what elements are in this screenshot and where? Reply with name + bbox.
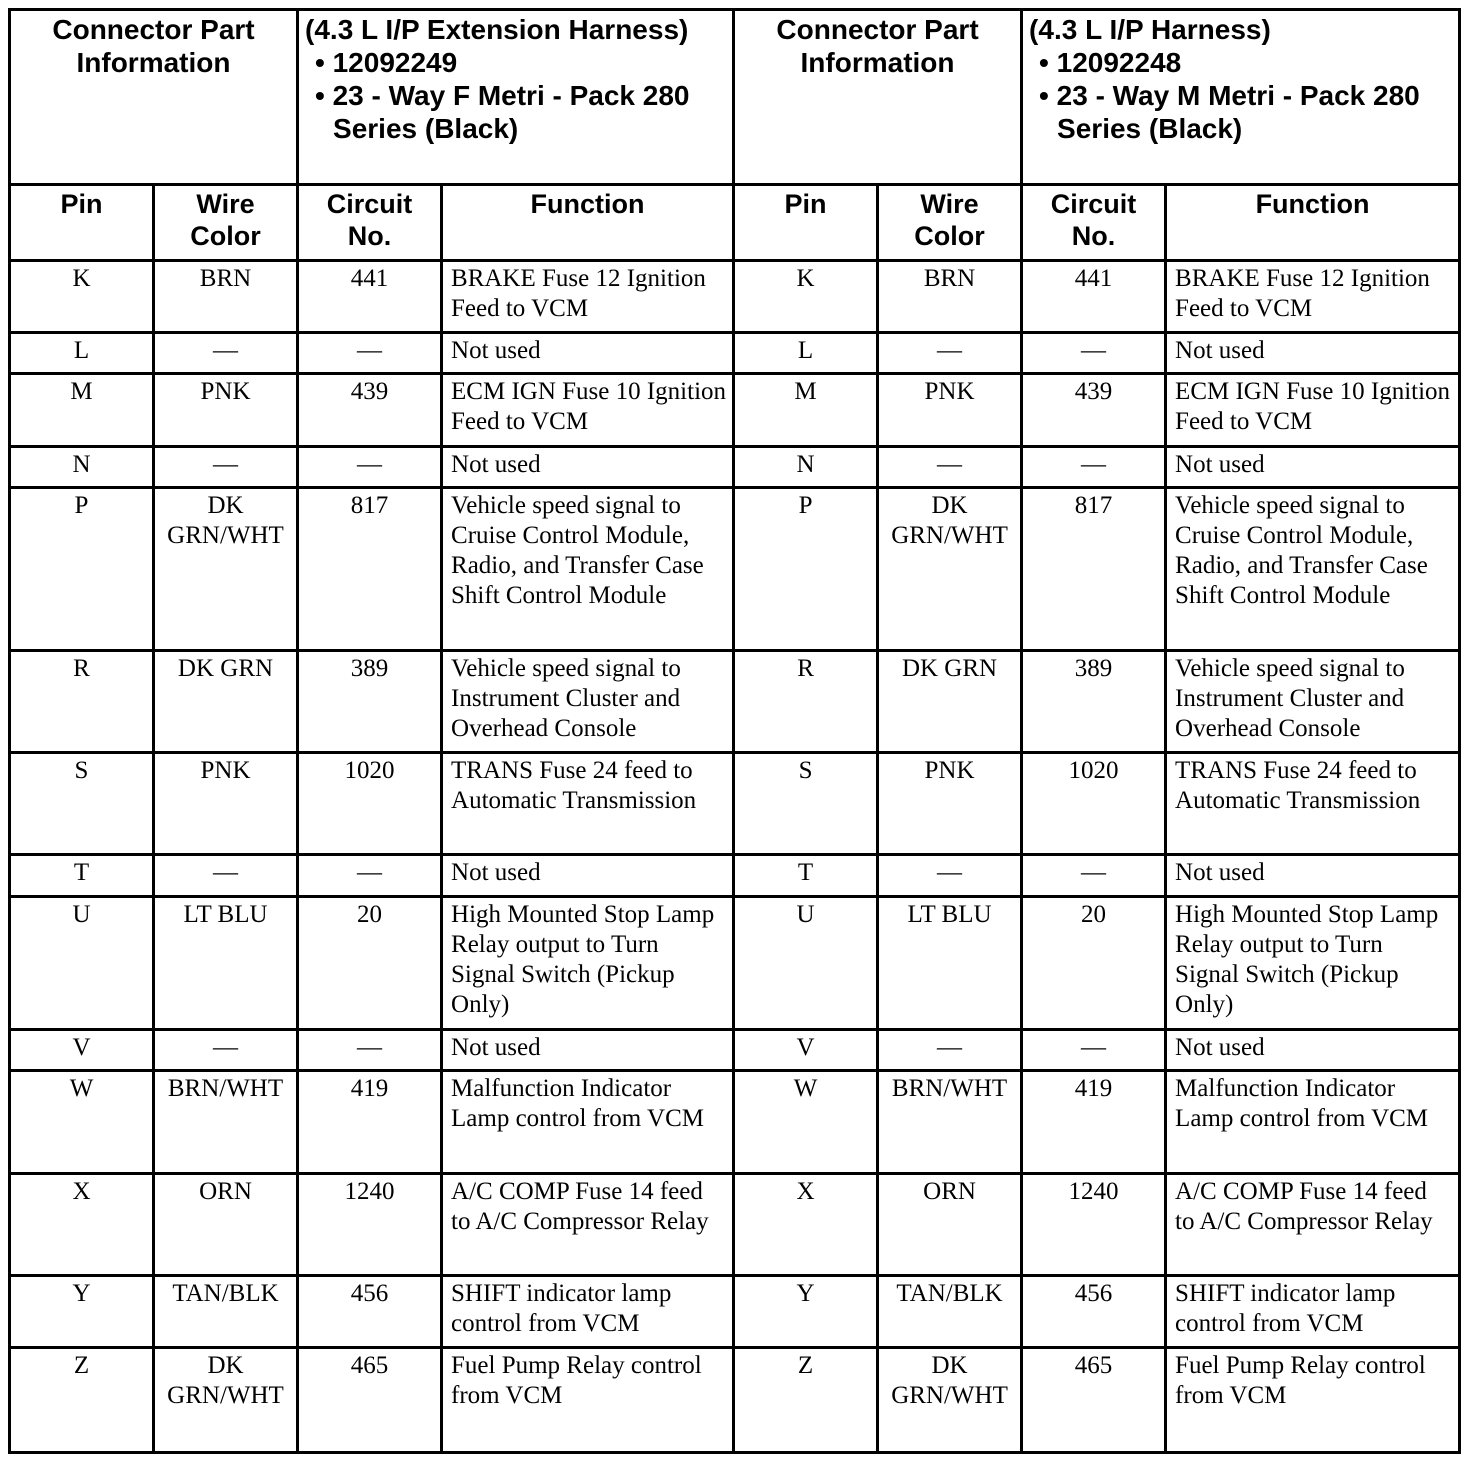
left-circuit-cell: 419 bbox=[298, 1071, 442, 1173]
right-pin-cell: X bbox=[734, 1173, 878, 1275]
left-pin-cell: T bbox=[10, 855, 154, 896]
left-wire-color-cell: — bbox=[154, 855, 298, 896]
left-pin-cell: P bbox=[10, 487, 154, 650]
right-circuit-cell: 389 bbox=[1022, 650, 1166, 752]
left-function-cell: Fuel Pump Relay control from VCM bbox=[442, 1348, 734, 1453]
left-wire-color-cell: DK GRN bbox=[154, 650, 298, 752]
right-circuit-cell: 20 bbox=[1022, 896, 1166, 1030]
left-pin-cell: W bbox=[10, 1071, 154, 1173]
left-function-cell: Not used bbox=[442, 333, 734, 374]
left-function-header: Function bbox=[442, 185, 734, 261]
left-wire-color-cell: PNK bbox=[154, 374, 298, 446]
right-circuit-cell: — bbox=[1022, 855, 1166, 896]
left-pin-header: Pin bbox=[10, 185, 154, 261]
left-wire-color-header: Wire Color bbox=[154, 185, 298, 261]
left-wire-color-cell: — bbox=[154, 1030, 298, 1071]
left-pin-cell: K bbox=[10, 261, 154, 333]
right-pin-cell: T bbox=[734, 855, 878, 896]
right-pin-cell: Z bbox=[734, 1348, 878, 1453]
right-harness-info bbox=[1022, 10, 1460, 185]
left-harness-title: (4.3 L I/P Extension Harness) bbox=[305, 14, 689, 45]
right-pin-cell: V bbox=[734, 1030, 878, 1071]
left-circuit-cell: 465 bbox=[298, 1348, 442, 1453]
left-pin-cell: R bbox=[10, 650, 154, 752]
right-pin-cell: U bbox=[734, 896, 878, 1030]
left-function-cell: Vehicle speed signal to Cruise Control Module, Radio, and Transfer Case Shift Control Module bbox=[442, 487, 734, 650]
left-circuit-cell: 1020 bbox=[298, 753, 442, 855]
right-function-cell: Vehicle speed signal to Cruise Control Module, Radio, and Transfer Case Shift Control Module bbox=[1166, 487, 1460, 650]
connector-pinout-table bbox=[8, 8, 1461, 1454]
right-circuit-cell: 441 bbox=[1022, 261, 1166, 333]
left-circuit-cell: 389 bbox=[298, 650, 442, 752]
right-circuit-cell: — bbox=[1022, 333, 1166, 374]
table-row bbox=[10, 855, 1460, 896]
table-row bbox=[10, 374, 1460, 446]
table-row bbox=[10, 896, 1460, 1030]
right-connector-info-label: Connector Part Information bbox=[734, 10, 1022, 185]
right-function-cell: ECM IGN Fuse 10 Ignition Feed to VCM bbox=[1166, 374, 1460, 446]
right-circuit-cell: — bbox=[1022, 446, 1166, 487]
table-row bbox=[10, 446, 1460, 487]
left-connector-type: • 23 - Way F Metri - Pack 280 Series (Black) bbox=[305, 79, 726, 145]
right-pin-cell: W bbox=[734, 1071, 878, 1173]
right-connector-type: • 23 - Way M Metri - Pack 280 Series (Black) bbox=[1029, 79, 1452, 145]
left-pin-cell: Y bbox=[10, 1276, 154, 1348]
left-circuit-cell: 439 bbox=[298, 374, 442, 446]
left-connector-info-label: Connector Part Information bbox=[10, 10, 298, 185]
table-row bbox=[10, 261, 1460, 333]
left-pin-cell: Z bbox=[10, 1348, 154, 1453]
left-harness-info bbox=[298, 10, 734, 185]
left-function-cell: BRAKE Fuse 12 Ignition Feed to VCM bbox=[442, 261, 734, 333]
right-harness-title: (4.3 L I/P Harness) bbox=[1029, 14, 1271, 45]
left-wire-color-cell: ORN bbox=[154, 1173, 298, 1275]
table-row bbox=[10, 1173, 1460, 1275]
right-circuit-cell: 465 bbox=[1022, 1348, 1166, 1453]
left-function-cell: Not used bbox=[442, 1030, 734, 1071]
right-wire-color-cell: PNK bbox=[878, 374, 1022, 446]
left-function-cell: TRANS Fuse 24 feed to Automatic Transmission bbox=[442, 753, 734, 855]
right-pin-cell: Y bbox=[734, 1276, 878, 1348]
table-row bbox=[10, 1071, 1460, 1173]
right-wire-color-cell: DK GRN/WHT bbox=[878, 1348, 1022, 1453]
left-function-cell: ECM IGN Fuse 10 Ignition Feed to VCM bbox=[442, 374, 734, 446]
right-circuit-no-header: Circuit No. bbox=[1022, 185, 1166, 261]
left-wire-color-cell: BRN bbox=[154, 261, 298, 333]
left-circuit-cell: — bbox=[298, 333, 442, 374]
left-function-cell: SHIFT indicator lamp control from VCM bbox=[442, 1276, 734, 1348]
right-function-cell: Fuel Pump Relay control from VCM bbox=[1166, 1348, 1460, 1453]
right-wire-color-cell: — bbox=[878, 855, 1022, 896]
left-wire-color-cell: DK GRN/WHT bbox=[154, 487, 298, 650]
right-circuit-cell: 456 bbox=[1022, 1276, 1166, 1348]
right-wire-color-cell: BRN/WHT bbox=[878, 1071, 1022, 1173]
right-wire-color-cell: PNK bbox=[878, 753, 1022, 855]
left-circuit-cell: 20 bbox=[298, 896, 442, 1030]
right-function-cell: BRAKE Fuse 12 Ignition Feed to VCM bbox=[1166, 261, 1460, 333]
left-pin-cell: S bbox=[10, 753, 154, 855]
right-pin-cell: R bbox=[734, 650, 878, 752]
right-pin-cell: L bbox=[734, 333, 878, 374]
connector-info-header-row bbox=[10, 10, 1460, 185]
table-row bbox=[10, 753, 1460, 855]
right-wire-color-cell: — bbox=[878, 446, 1022, 487]
left-wire-color-cell: BRN/WHT bbox=[154, 1071, 298, 1173]
right-function-cell: Not used bbox=[1166, 446, 1460, 487]
table-row bbox=[10, 487, 1460, 650]
right-function-cell: TRANS Fuse 24 feed to Automatic Transmission bbox=[1166, 753, 1460, 855]
left-circuit-cell: — bbox=[298, 446, 442, 487]
right-function-cell: Not used bbox=[1166, 1030, 1460, 1071]
right-wire-color-cell: — bbox=[878, 1030, 1022, 1071]
right-wire-color-cell: DK GRN bbox=[878, 650, 1022, 752]
right-function-cell: Vehicle speed signal to Instrument Cluster and Overhead Console bbox=[1166, 650, 1460, 752]
left-function-cell: High Mounted Stop Lamp Relay output to Turn Signal Switch (Pickup Only) bbox=[442, 896, 734, 1030]
right-pin-cell: P bbox=[734, 487, 878, 650]
left-pin-cell: N bbox=[10, 446, 154, 487]
left-circuit-cell: 456 bbox=[298, 1276, 442, 1348]
right-wire-color-cell: LT BLU bbox=[878, 896, 1022, 1030]
right-pin-cell: N bbox=[734, 446, 878, 487]
left-wire-color-cell: LT BLU bbox=[154, 896, 298, 1030]
right-wire-color-header: Wire Color bbox=[878, 185, 1022, 261]
right-function-cell: A/C COMP Fuse 14 feed to A/C Compressor Relay bbox=[1166, 1173, 1460, 1275]
left-pin-cell: U bbox=[10, 896, 154, 1030]
right-pin-header: Pin bbox=[734, 185, 878, 261]
right-wire-color-cell: BRN bbox=[878, 261, 1022, 333]
table-row bbox=[10, 650, 1460, 752]
table-row bbox=[10, 333, 1460, 374]
right-function-header: Function bbox=[1166, 185, 1460, 261]
right-circuit-cell: 817 bbox=[1022, 487, 1166, 650]
left-wire-color-cell: DK GRN/WHT bbox=[154, 1348, 298, 1453]
right-circuit-cell: 419 bbox=[1022, 1071, 1166, 1173]
left-circuit-cell: 441 bbox=[298, 261, 442, 333]
right-wire-color-cell: — bbox=[878, 333, 1022, 374]
left-pin-cell: M bbox=[10, 374, 154, 446]
right-function-cell: High Mounted Stop Lamp Relay output to Turn Signal Switch (Pickup Only) bbox=[1166, 896, 1460, 1030]
left-wire-color-cell: TAN/BLK bbox=[154, 1276, 298, 1348]
left-function-cell: Malfunction Indicator Lamp control from VCM bbox=[442, 1071, 734, 1173]
table-row bbox=[10, 1276, 1460, 1348]
left-function-cell: A/C COMP Fuse 14 feed to A/C Compressor Relay bbox=[442, 1173, 734, 1275]
left-pin-cell: L bbox=[10, 333, 154, 374]
right-function-cell: Not used bbox=[1166, 855, 1460, 896]
left-circuit-cell: — bbox=[298, 1030, 442, 1071]
left-pin-cell: V bbox=[10, 1030, 154, 1071]
left-part-number: • 12092249 bbox=[305, 46, 726, 79]
left-wire-color-cell: — bbox=[154, 446, 298, 487]
right-circuit-cell: — bbox=[1022, 1030, 1166, 1071]
left-wire-color-cell: PNK bbox=[154, 753, 298, 855]
left-wire-color-cell: — bbox=[154, 333, 298, 374]
right-wire-color-cell: TAN/BLK bbox=[878, 1276, 1022, 1348]
left-circuit-no-header: Circuit No. bbox=[298, 185, 442, 261]
left-pin-cell: X bbox=[10, 1173, 154, 1275]
table-row bbox=[10, 1348, 1460, 1453]
left-function-cell: Vehicle speed signal to Instrument Cluster and Overhead Console bbox=[442, 650, 734, 752]
right-pin-cell: K bbox=[734, 261, 878, 333]
left-circuit-cell: — bbox=[298, 855, 442, 896]
right-wire-color-cell: DK GRN/WHT bbox=[878, 487, 1022, 650]
left-circuit-cell: 817 bbox=[298, 487, 442, 650]
right-function-cell: Not used bbox=[1166, 333, 1460, 374]
right-pin-cell: S bbox=[734, 753, 878, 855]
right-circuit-cell: 1240 bbox=[1022, 1173, 1166, 1275]
table-row bbox=[10, 1030, 1460, 1071]
right-function-cell: Malfunction Indicator Lamp control from VCM bbox=[1166, 1071, 1460, 1173]
right-pin-cell: M bbox=[734, 374, 878, 446]
right-circuit-cell: 439 bbox=[1022, 374, 1166, 446]
column-header-row bbox=[10, 185, 1460, 261]
left-function-cell: Not used bbox=[442, 446, 734, 487]
left-function-cell: Not used bbox=[442, 855, 734, 896]
right-part-number: • 12092248 bbox=[1029, 46, 1452, 79]
left-circuit-cell: 1240 bbox=[298, 1173, 442, 1275]
connector-pinout-page bbox=[8, 8, 1458, 1454]
right-circuit-cell: 1020 bbox=[1022, 753, 1166, 855]
right-wire-color-cell: ORN bbox=[878, 1173, 1022, 1275]
right-function-cell: SHIFT indicator lamp control from VCM bbox=[1166, 1276, 1460, 1348]
